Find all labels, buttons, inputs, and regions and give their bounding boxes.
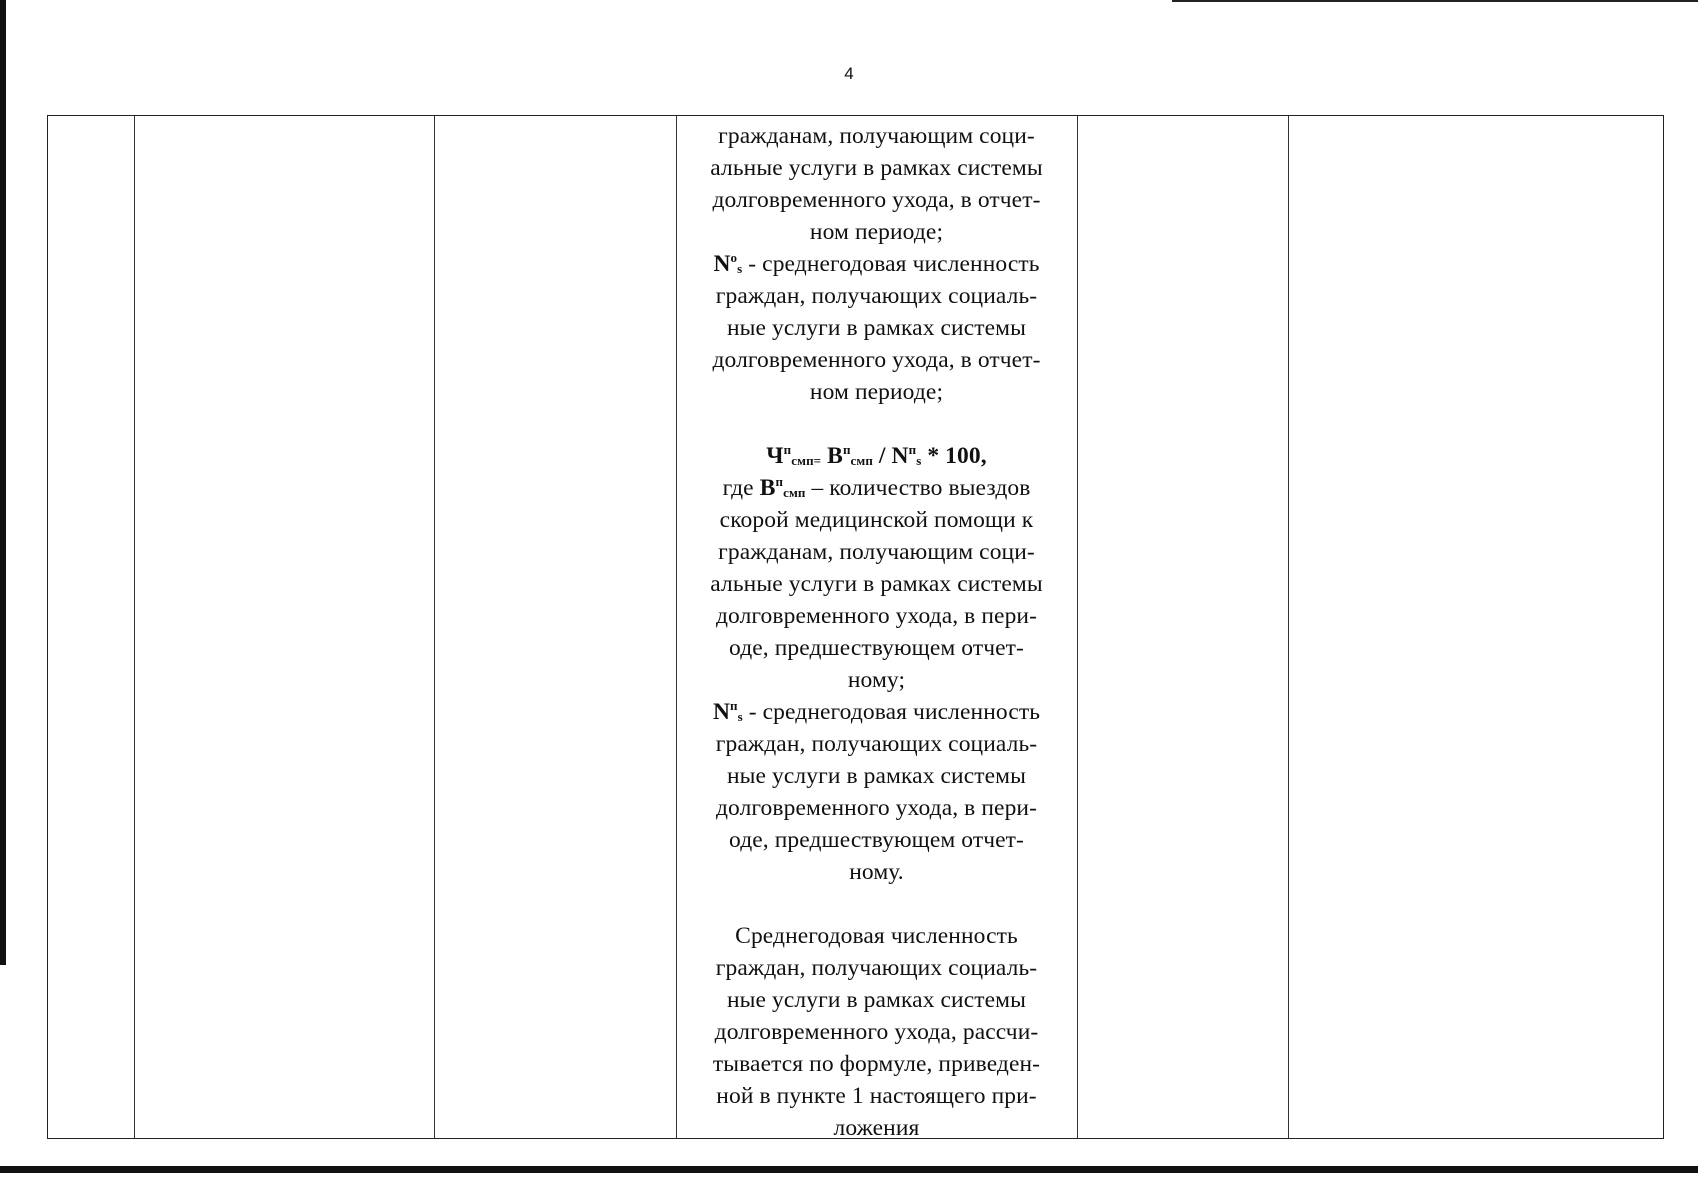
text-line: ложения	[833, 1115, 920, 1141]
text-line: ной в пункте 1 настоящего при-	[716, 1083, 1037, 1109]
spacer	[676, 408, 1077, 440]
text-line: долговременного ухода, рассчи-	[714, 1019, 1039, 1045]
text-line: ные услуги в рамках системы	[726, 763, 1027, 789]
text-line: Среднегодовая численность	[735, 923, 1018, 949]
page-number: 4	[844, 64, 854, 83]
text-line: ные услуги в рамках системы	[726, 987, 1027, 1013]
text-line: скорой медицинской помощи к	[719, 507, 1034, 533]
text-line: граждан, получающих социаль-	[715, 955, 1038, 981]
document-table	[47, 115, 1664, 1139]
text-line: ном периоде;	[809, 219, 944, 245]
text-line: ные услуги в рамках системы	[726, 315, 1027, 341]
text-line: граждан, получающих социаль-	[715, 283, 1038, 309]
scan-top-edge	[1172, 0, 1698, 2]
methodology-cell	[676, 120, 1077, 1144]
text-line: ном периоде;	[809, 379, 944, 405]
column-divider-2	[434, 116, 435, 1138]
formula-where-line: где $В^п_{смп}$ – количество выездов	[722, 474, 1031, 501]
text-line: оде, предшествующем отчет-	[729, 827, 1024, 853]
text-line: оде, предшествующем отчет-	[729, 635, 1024, 661]
symbol-n: N	[713, 251, 731, 277]
text-line: тывается по формуле, приведен-	[712, 1051, 1041, 1077]
column-divider-1	[134, 116, 135, 1138]
text-line: гражданам, получающим соци-	[718, 539, 1035, 565]
text-line: гражданам, получающим соци-	[718, 123, 1035, 149]
definition-previous-population: $N^п_s$ - среднегодовая численность	[712, 698, 1041, 725]
column-divider-4	[1077, 116, 1078, 1138]
formula: $Ч^п_{смп=}$ $В^п_{смп} / N^п_s * 100$,	[766, 442, 987, 469]
scan-bottom-edge	[0, 1166, 1698, 1173]
text-line: долговременного ухода, в пери-	[715, 603, 1038, 629]
text-line: ному;	[847, 667, 906, 693]
text-line: граждан, получающих социаль-	[715, 731, 1038, 757]
text-line: альные услуги в рамках системы	[710, 155, 1043, 181]
spacer	[676, 888, 1077, 920]
text-line: ному.	[849, 859, 904, 885]
scan-left-edge	[0, 0, 6, 965]
text-line: долговременного ухода, в отчет-	[712, 187, 1041, 213]
text-line: альные услуги в рамках системы	[710, 571, 1043, 597]
text-line: долговременного ухода, в отчет-	[712, 347, 1041, 373]
text-line: долговременного ухода, в пери-	[715, 795, 1038, 821]
symbol-n: N	[712, 699, 731, 725]
column-divider-5	[1288, 116, 1289, 1138]
definition-current-population: $N^o_s$ - среднегодовая численность	[713, 250, 1040, 277]
